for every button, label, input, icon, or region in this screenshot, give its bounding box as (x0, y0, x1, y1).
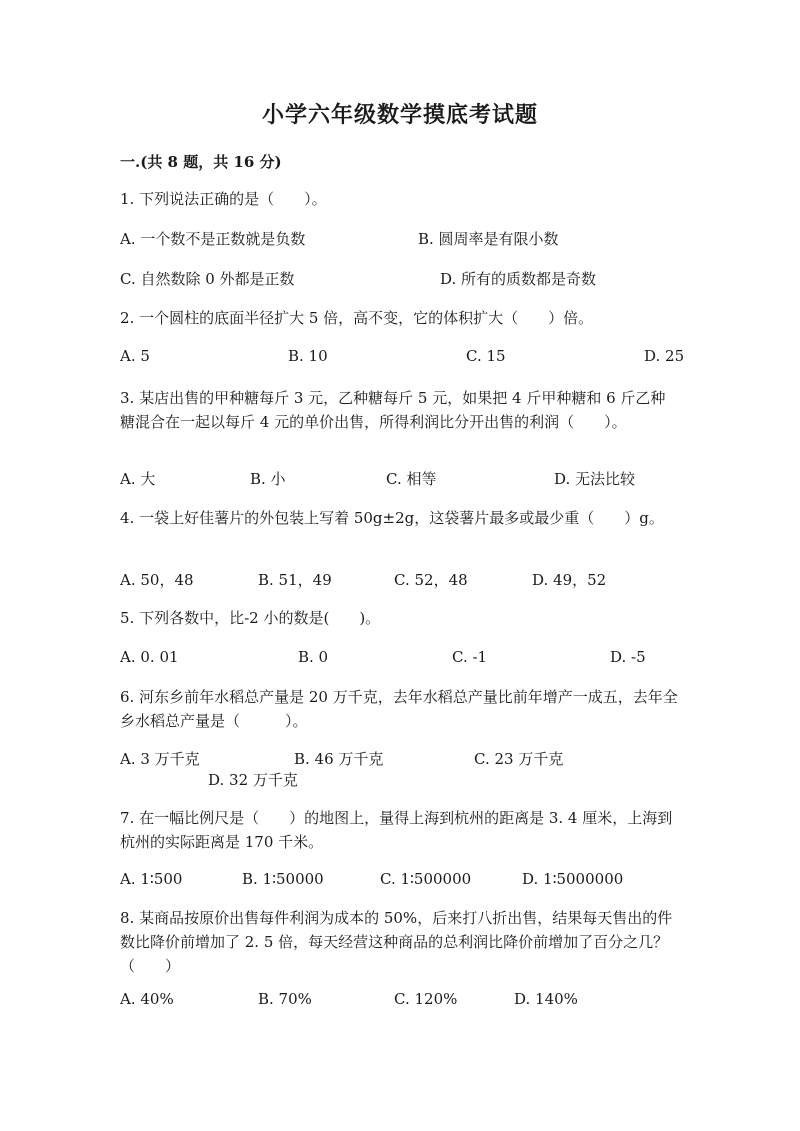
question-6-option-d[interactable]: D. 32 万千克 (208, 771, 298, 789)
question-3-option-a[interactable]: A. 大 (120, 470, 156, 488)
question-3-option-c[interactable]: C. 相等 (386, 470, 437, 488)
question-3-stem: 3. 某店出售的甲种糖每斤 3 元，乙种糖每斤 5 元，如果把 4 斤甲种糖和 6 斤乙种糖混合在一起以每斤 4 元的单价出售，所得利润比分开出售的利润（ ）。 (120, 389, 666, 431)
question-5-option-b[interactable]: B. 0 (298, 648, 329, 666)
question-8-option-c[interactable]: C. 120% (394, 990, 458, 1008)
question-1-option-d[interactable]: D. 所有的质数都是奇数 (440, 270, 597, 288)
question-2-option-a[interactable]: A. 5 (120, 347, 150, 365)
question-6-stem: 6. 河东乡前年水稻总产量是 20 万千克，去年水稻总产量比前年增产一成五，去年全乡水稻总产量是（ ）。 (120, 688, 678, 730)
question-5-option-d[interactable]: D. -5 (610, 648, 646, 666)
question-1-option-b[interactable]: B. 圆周率是有限小数 (418, 230, 559, 248)
question-7-option-a[interactable]: A. 1∶500 (120, 870, 183, 888)
page-title: 小学六年级数学摸底考试题 (261, 102, 538, 128)
section-heading: 一.(共 8 题，共 16 分) (120, 153, 282, 171)
question-7-option-b[interactable]: B. 1∶50000 (242, 870, 324, 888)
question-4-option-b[interactable]: B. 51，49 (258, 571, 332, 589)
question-4-stem: 4. 一袋上好佳薯片的外包装上写着 50g±2g，这袋薯片最多或最少重（ ）g。 (120, 509, 664, 527)
question-7-stem: 7. 在一幅比例尺是（ ）的地图上，量得上海到杭州的距离是 3. 4 厘米，上海到杭州的实际距离是 170 千米。 (120, 809, 673, 851)
question-6-option-c[interactable]: C. 23 万千克 (474, 750, 564, 768)
question-3-option-b[interactable]: B. 小 (250, 470, 286, 488)
question-8-stem: 8. 某商品按原价出售每件利润为成本的 50%，后来打八折出售，结果每天售出的件数比降价前增加了 2. 5 倍，每天经营这种商品的总利润比降价前增加了百分之几？（ ） (120, 909, 673, 975)
question-2-option-c[interactable]: C. 15 (466, 347, 506, 365)
question-1-option-c[interactable]: C. 自然数除 0 外都是正数 (120, 270, 295, 288)
question-4-option-d[interactable]: D. 49，52 (532, 571, 607, 589)
question-8-option-b[interactable]: B. 70% (258, 990, 312, 1008)
question-2-option-b[interactable]: B. 10 (288, 347, 328, 365)
question-1-stem: 1. 下列说法正确的是（ ）。 (120, 190, 327, 208)
question-5-option-c[interactable]: C. -1 (452, 648, 488, 666)
question-2-stem: 2. 一个圆柱的底面半径扩大 5 倍，高不变，它的体积扩大（ ）倍。 (120, 309, 594, 327)
question-6-option-a[interactable]: A. 3 万千克 (120, 750, 200, 768)
question-8-option-d[interactable]: D. 140% (514, 990, 578, 1008)
question-4-option-a[interactable]: A. 50，48 (120, 571, 194, 589)
question-1-option-a[interactable]: A. 一个数不是正数就是负数 (120, 230, 306, 248)
question-5-stem: 5. 下列各数中，比-2 小的数是( )。 (120, 609, 381, 627)
question-8-option-a[interactable]: A. 40% (120, 990, 174, 1008)
question-4-option-c[interactable]: C. 52，48 (394, 571, 468, 589)
question-6-option-b[interactable]: B. 46 万千克 (294, 750, 384, 768)
question-2-option-d[interactable]: D. 25 (644, 347, 685, 365)
question-7-option-c[interactable]: C. 1∶500000 (380, 870, 472, 888)
question-7-option-d[interactable]: D. 1∶5000000 (522, 870, 624, 888)
question-3-option-d[interactable]: D. 无法比较 (554, 470, 636, 488)
question-5-option-a[interactable]: A. 0. 01 (120, 648, 179, 666)
